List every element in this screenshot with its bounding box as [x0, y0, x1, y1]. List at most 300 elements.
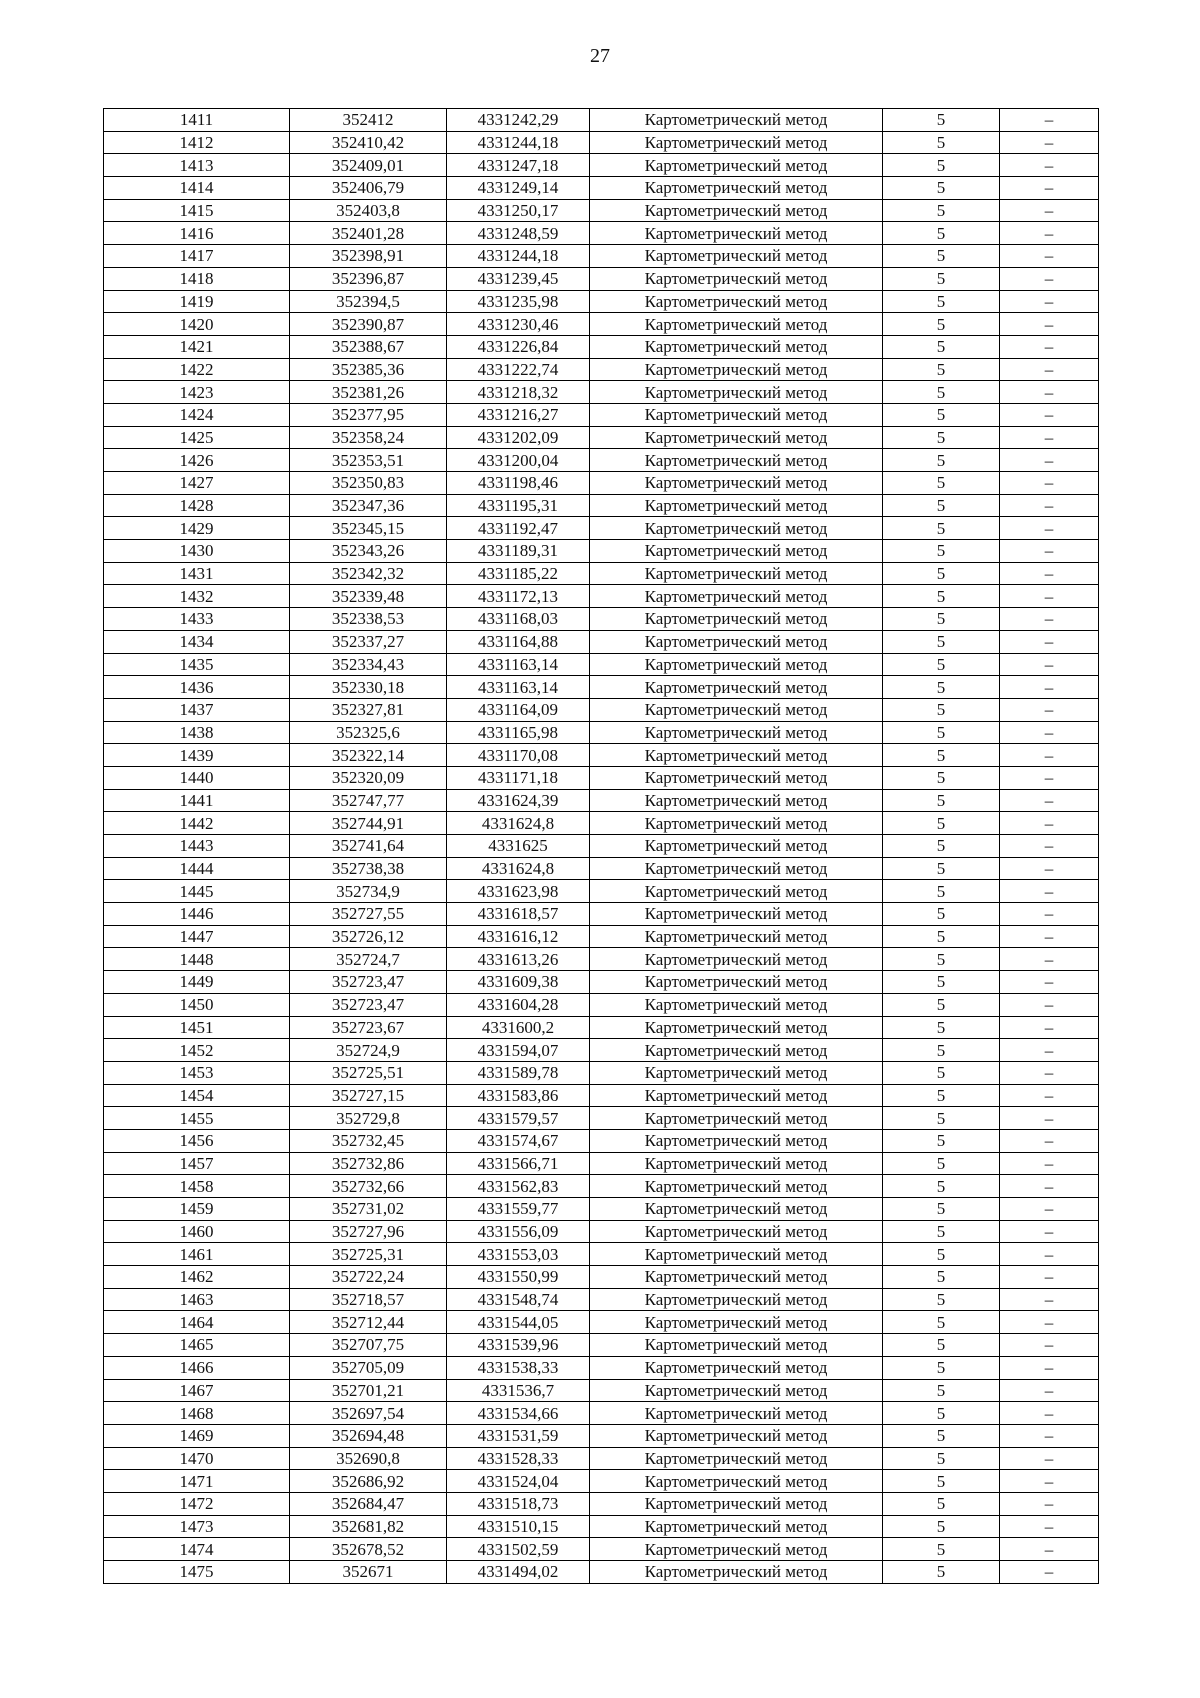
x-coordinate-cell: 352388,67 [290, 335, 447, 358]
accuracy-cell: 5 [883, 630, 1000, 653]
table-row [104, 472, 1099, 495]
accuracy-cell: 5 [883, 1334, 1000, 1357]
point-number-cell: 1472 [104, 1492, 290, 1515]
note-cell: – [1000, 608, 1099, 631]
y-coordinate-cell: 4331536,7 [447, 1379, 590, 1402]
x-coordinate-cell: 352726,12 [290, 925, 447, 948]
x-coordinate-cell: 352350,83 [290, 472, 447, 495]
x-coordinate-cell: 352712,44 [290, 1311, 447, 1334]
table-row [104, 1288, 1099, 1311]
accuracy-cell: 5 [883, 948, 1000, 971]
note-cell: – [1000, 585, 1099, 608]
point-number-cell: 1456 [104, 1129, 290, 1152]
x-coordinate-cell: 352724,9 [290, 1039, 447, 1062]
table-row [104, 245, 1099, 268]
table-row [104, 948, 1099, 971]
note-cell: – [1000, 698, 1099, 721]
y-coordinate-cell: 4331539,96 [447, 1334, 590, 1357]
point-number-cell: 1419 [104, 290, 290, 313]
table-row [104, 1379, 1099, 1402]
note-cell: – [1000, 857, 1099, 880]
x-coordinate-cell: 352358,24 [290, 426, 447, 449]
note-cell: – [1000, 381, 1099, 404]
table-row [104, 177, 1099, 200]
note-cell: – [1000, 494, 1099, 517]
y-coordinate-cell: 4331249,14 [447, 177, 590, 200]
method-cell: Картометрический метод [590, 426, 883, 449]
note-cell: – [1000, 562, 1099, 585]
y-coordinate-cell: 4331625 [447, 835, 590, 858]
method-cell: Картометрический метод [590, 1266, 883, 1289]
table-row [104, 630, 1099, 653]
note-cell: – [1000, 1470, 1099, 1493]
table-row [104, 880, 1099, 903]
y-coordinate-cell: 4331185,22 [447, 562, 590, 585]
point-number-cell: 1423 [104, 381, 290, 404]
note-cell: – [1000, 835, 1099, 858]
table-row [104, 653, 1099, 676]
method-cell: Картометрический метод [590, 449, 883, 472]
x-coordinate-cell: 352347,36 [290, 494, 447, 517]
point-number-cell: 1426 [104, 449, 290, 472]
note-cell: – [1000, 517, 1099, 540]
accuracy-cell: 5 [883, 335, 1000, 358]
method-cell: Картометрический метод [590, 721, 883, 744]
table-row [104, 744, 1099, 767]
y-coordinate-cell: 4331518,73 [447, 1492, 590, 1515]
table-row [104, 766, 1099, 789]
note-cell: – [1000, 1288, 1099, 1311]
x-coordinate-cell: 352723,67 [290, 1016, 447, 1039]
table-row [104, 540, 1099, 563]
x-coordinate-cell: 352681,82 [290, 1515, 447, 1538]
y-coordinate-cell: 4331510,15 [447, 1515, 590, 1538]
method-cell: Картометрический метод [590, 562, 883, 585]
y-coordinate-cell: 4331198,46 [447, 472, 590, 495]
note-cell: – [1000, 245, 1099, 268]
x-coordinate-cell: 352690,8 [290, 1447, 447, 1470]
point-number-cell: 1460 [104, 1220, 290, 1243]
y-coordinate-cell: 4331624,8 [447, 812, 590, 835]
table-row [104, 1039, 1099, 1062]
table-row [104, 676, 1099, 699]
point-number-cell: 1465 [104, 1334, 290, 1357]
accuracy-cell: 5 [883, 1424, 1000, 1447]
accuracy-cell: 5 [883, 1084, 1000, 1107]
point-number-cell: 1446 [104, 903, 290, 926]
method-cell: Картометрический метод [590, 630, 883, 653]
note-cell: – [1000, 540, 1099, 563]
note-cell: – [1000, 290, 1099, 313]
x-coordinate-cell: 352334,43 [290, 653, 447, 676]
x-coordinate-cell: 352731,02 [290, 1198, 447, 1221]
note-cell: – [1000, 449, 1099, 472]
note-cell: – [1000, 1492, 1099, 1515]
x-coordinate-cell: 352744,91 [290, 812, 447, 835]
note-cell: – [1000, 1447, 1099, 1470]
method-cell: Картометрический метод [590, 653, 883, 676]
y-coordinate-cell: 4331235,98 [447, 290, 590, 313]
point-number-cell: 1452 [104, 1039, 290, 1062]
accuracy-cell: 5 [883, 381, 1000, 404]
x-coordinate-cell: 352729,8 [290, 1107, 447, 1130]
x-coordinate-cell: 352398,91 [290, 245, 447, 268]
point-number-cell: 1436 [104, 676, 290, 699]
x-coordinate-cell: 352325,6 [290, 721, 447, 744]
note-cell: – [1000, 1515, 1099, 1538]
accuracy-cell: 5 [883, 472, 1000, 495]
method-cell: Картометрический метод [590, 1288, 883, 1311]
y-coordinate-cell: 4331600,2 [447, 1016, 590, 1039]
accuracy-cell: 5 [883, 1492, 1000, 1515]
table-row [104, 812, 1099, 835]
x-coordinate-cell: 352725,51 [290, 1061, 447, 1084]
method-cell: Картометрический метод [590, 744, 883, 767]
note-cell: – [1000, 1198, 1099, 1221]
y-coordinate-cell: 4331538,33 [447, 1356, 590, 1379]
x-coordinate-cell: 352410,42 [290, 131, 447, 154]
method-cell: Картометрический метод [590, 494, 883, 517]
note-cell: – [1000, 109, 1099, 132]
y-coordinate-cell: 4331164,88 [447, 630, 590, 653]
x-coordinate-cell: 352327,81 [290, 698, 447, 721]
note-cell: – [1000, 358, 1099, 381]
method-cell: Картометрический метод [590, 1334, 883, 1357]
accuracy-cell: 5 [883, 1470, 1000, 1493]
note-cell: – [1000, 744, 1099, 767]
x-coordinate-cell: 352338,53 [290, 608, 447, 631]
point-number-cell: 1438 [104, 721, 290, 744]
x-coordinate-cell: 352671 [290, 1561, 447, 1584]
accuracy-cell: 5 [883, 1356, 1000, 1379]
accuracy-cell: 5 [883, 177, 1000, 200]
table-row [104, 1016, 1099, 1039]
table-row [104, 1266, 1099, 1289]
note-cell: – [1000, 1402, 1099, 1425]
method-cell: Картометрический метод [590, 335, 883, 358]
note-cell: – [1000, 903, 1099, 926]
table-row [104, 562, 1099, 585]
accuracy-cell: 5 [883, 1039, 1000, 1062]
method-cell: Картометрический метод [590, 857, 883, 880]
note-cell: – [1000, 1311, 1099, 1334]
method-cell: Картометрический метод [590, 540, 883, 563]
note-cell: – [1000, 948, 1099, 971]
y-coordinate-cell: 4331230,46 [447, 313, 590, 336]
accuracy-cell: 5 [883, 267, 1000, 290]
point-number-cell: 1424 [104, 403, 290, 426]
accuracy-cell: 5 [883, 835, 1000, 858]
method-cell: Картометрический метод [590, 1538, 883, 1561]
method-cell: Картометрический метод [590, 267, 883, 290]
point-number-cell: 1463 [104, 1288, 290, 1311]
accuracy-cell: 5 [883, 698, 1000, 721]
y-coordinate-cell: 4331531,59 [447, 1424, 590, 1447]
note-cell: – [1000, 676, 1099, 699]
coordinates-table-body [104, 109, 1099, 1584]
point-number-cell: 1444 [104, 857, 290, 880]
table-row [104, 1175, 1099, 1198]
x-coordinate-cell: 352353,51 [290, 449, 447, 472]
note-cell: – [1000, 1152, 1099, 1175]
method-cell: Картометрический метод [590, 381, 883, 404]
accuracy-cell: 5 [883, 585, 1000, 608]
accuracy-cell: 5 [883, 676, 1000, 699]
point-number-cell: 1443 [104, 835, 290, 858]
x-coordinate-cell: 352734,9 [290, 880, 447, 903]
accuracy-cell: 5 [883, 1175, 1000, 1198]
x-coordinate-cell: 352343,26 [290, 540, 447, 563]
table-row [104, 381, 1099, 404]
table-row [104, 835, 1099, 858]
point-number-cell: 1416 [104, 222, 290, 245]
y-coordinate-cell: 4331216,27 [447, 403, 590, 426]
method-cell: Картометрический метод [590, 245, 883, 268]
point-number-cell: 1455 [104, 1107, 290, 1130]
y-coordinate-cell: 4331218,32 [447, 381, 590, 404]
x-coordinate-cell: 352705,09 [290, 1356, 447, 1379]
x-coordinate-cell: 352727,55 [290, 903, 447, 926]
table-row [104, 222, 1099, 245]
point-number-cell: 1434 [104, 630, 290, 653]
note-cell: – [1000, 267, 1099, 290]
table-row [104, 608, 1099, 631]
point-number-cell: 1420 [104, 313, 290, 336]
x-coordinate-cell: 352701,21 [290, 1379, 447, 1402]
note-cell: – [1000, 403, 1099, 426]
accuracy-cell: 5 [883, 109, 1000, 132]
table-row [104, 789, 1099, 812]
y-coordinate-cell: 4331202,09 [447, 426, 590, 449]
table-row [104, 1084, 1099, 1107]
method-cell: Картометрический метод [590, 109, 883, 132]
y-coordinate-cell: 4331589,78 [447, 1061, 590, 1084]
point-number-cell: 1468 [104, 1402, 290, 1425]
note-cell: – [1000, 1334, 1099, 1357]
note-cell: – [1000, 335, 1099, 358]
accuracy-cell: 5 [883, 971, 1000, 994]
note-cell: – [1000, 789, 1099, 812]
point-number-cell: 1413 [104, 154, 290, 177]
table-row [104, 199, 1099, 222]
accuracy-cell: 5 [883, 131, 1000, 154]
x-coordinate-cell: 352330,18 [290, 676, 447, 699]
x-coordinate-cell: 352741,64 [290, 835, 447, 858]
y-coordinate-cell: 4331170,08 [447, 744, 590, 767]
x-coordinate-cell: 352337,27 [290, 630, 447, 653]
accuracy-cell: 5 [883, 653, 1000, 676]
y-coordinate-cell: 4331562,83 [447, 1175, 590, 1198]
point-number-cell: 1431 [104, 562, 290, 585]
method-cell: Картометрический метод [590, 1561, 883, 1584]
method-cell: Картометрический метод [590, 1243, 883, 1266]
method-cell: Картометрический метод [590, 1424, 883, 1447]
accuracy-cell: 5 [883, 494, 1000, 517]
table-row [104, 1447, 1099, 1470]
method-cell: Картометрический метод [590, 1198, 883, 1221]
point-number-cell: 1417 [104, 245, 290, 268]
note-cell: – [1000, 630, 1099, 653]
table-row [104, 1356, 1099, 1379]
note-cell: – [1000, 1107, 1099, 1130]
note-cell: – [1000, 993, 1099, 1016]
method-cell: Картометрический метод [590, 1515, 883, 1538]
method-cell: Картометрический метод [590, 1379, 883, 1402]
table-row [104, 403, 1099, 426]
note-cell: – [1000, 1084, 1099, 1107]
method-cell: Картометрический метод [590, 1470, 883, 1493]
y-coordinate-cell: 4331195,31 [447, 494, 590, 517]
accuracy-cell: 5 [883, 1220, 1000, 1243]
point-number-cell: 1469 [104, 1424, 290, 1447]
y-coordinate-cell: 4331200,04 [447, 449, 590, 472]
table-row [104, 494, 1099, 517]
accuracy-cell: 5 [883, 1288, 1000, 1311]
x-coordinate-cell: 352723,47 [290, 971, 447, 994]
table-row [104, 1243, 1099, 1266]
x-coordinate-cell: 352718,57 [290, 1288, 447, 1311]
accuracy-cell: 5 [883, 1107, 1000, 1130]
note-cell: – [1000, 1243, 1099, 1266]
x-coordinate-cell: 352394,5 [290, 290, 447, 313]
x-coordinate-cell: 352694,48 [290, 1424, 447, 1447]
y-coordinate-cell: 4331528,33 [447, 1447, 590, 1470]
y-coordinate-cell: 4331239,45 [447, 267, 590, 290]
method-cell: Картометрический метод [590, 199, 883, 222]
point-number-cell: 1425 [104, 426, 290, 449]
table-row [104, 698, 1099, 721]
accuracy-cell: 5 [883, 1515, 1000, 1538]
table-row [104, 1538, 1099, 1561]
note-cell: – [1000, 1379, 1099, 1402]
x-coordinate-cell: 352727,96 [290, 1220, 447, 1243]
accuracy-cell: 5 [883, 1152, 1000, 1175]
method-cell: Картометрический метод [590, 313, 883, 336]
accuracy-cell: 5 [883, 721, 1000, 744]
note-cell: – [1000, 1039, 1099, 1062]
accuracy-cell: 5 [883, 245, 1000, 268]
y-coordinate-cell: 4331494,02 [447, 1561, 590, 1584]
accuracy-cell: 5 [883, 449, 1000, 472]
x-coordinate-cell: 352345,15 [290, 517, 447, 540]
table-row [104, 154, 1099, 177]
method-cell: Картометрический метод [590, 812, 883, 835]
x-coordinate-cell: 352732,45 [290, 1129, 447, 1152]
accuracy-cell: 5 [883, 1538, 1000, 1561]
x-coordinate-cell: 352686,92 [290, 1470, 447, 1493]
x-coordinate-cell: 352697,54 [290, 1402, 447, 1425]
method-cell: Картометрический метод [590, 1492, 883, 1515]
y-coordinate-cell: 4331594,07 [447, 1039, 590, 1062]
point-number-cell: 1429 [104, 517, 290, 540]
accuracy-cell: 5 [883, 1129, 1000, 1152]
table-row [104, 517, 1099, 540]
table-row [104, 971, 1099, 994]
note-cell: – [1000, 426, 1099, 449]
x-coordinate-cell: 352390,87 [290, 313, 447, 336]
x-coordinate-cell: 352732,86 [290, 1152, 447, 1175]
table-row [104, 290, 1099, 313]
note-cell: – [1000, 222, 1099, 245]
x-coordinate-cell: 352322,14 [290, 744, 447, 767]
method-cell: Картометрический метод [590, 1061, 883, 1084]
note-cell: – [1000, 1538, 1099, 1561]
point-number-cell: 1440 [104, 766, 290, 789]
y-coordinate-cell: 4331244,18 [447, 131, 590, 154]
accuracy-cell: 5 [883, 1447, 1000, 1470]
note-cell: – [1000, 1016, 1099, 1039]
y-coordinate-cell: 4331163,14 [447, 653, 590, 676]
accuracy-cell: 5 [883, 517, 1000, 540]
note-cell: – [1000, 880, 1099, 903]
x-coordinate-cell: 352339,48 [290, 585, 447, 608]
point-number-cell: 1411 [104, 109, 290, 132]
note-cell: – [1000, 131, 1099, 154]
point-number-cell: 1450 [104, 993, 290, 1016]
point-number-cell: 1414 [104, 177, 290, 200]
note-cell: – [1000, 1356, 1099, 1379]
x-coordinate-cell: 352396,87 [290, 267, 447, 290]
method-cell: Картометрический метод [590, 608, 883, 631]
x-coordinate-cell: 352409,01 [290, 154, 447, 177]
table-row [104, 925, 1099, 948]
y-coordinate-cell: 4331574,67 [447, 1129, 590, 1152]
note-cell: – [1000, 766, 1099, 789]
point-number-cell: 1470 [104, 1447, 290, 1470]
table-row [104, 585, 1099, 608]
method-cell: Картометрический метод [590, 1084, 883, 1107]
point-number-cell: 1435 [104, 653, 290, 676]
note-cell: – [1000, 313, 1099, 336]
accuracy-cell: 5 [883, 358, 1000, 381]
note-cell: – [1000, 1266, 1099, 1289]
point-number-cell: 1475 [104, 1561, 290, 1584]
point-number-cell: 1432 [104, 585, 290, 608]
x-coordinate-cell: 352725,31 [290, 1243, 447, 1266]
method-cell: Картометрический метод [590, 925, 883, 948]
table-row [104, 1129, 1099, 1152]
method-cell: Картометрический метод [590, 1220, 883, 1243]
x-coordinate-cell: 352724,7 [290, 948, 447, 971]
accuracy-cell: 5 [883, 426, 1000, 449]
accuracy-cell: 5 [883, 766, 1000, 789]
note-cell: – [1000, 199, 1099, 222]
coordinates-table [103, 108, 1099, 1584]
y-coordinate-cell: 4331609,38 [447, 971, 590, 994]
point-number-cell: 1462 [104, 1266, 290, 1289]
x-coordinate-cell: 352727,15 [290, 1084, 447, 1107]
accuracy-cell: 5 [883, 199, 1000, 222]
point-number-cell: 1433 [104, 608, 290, 631]
y-coordinate-cell: 4331242,29 [447, 109, 590, 132]
method-cell: Картометрический метод [590, 154, 883, 177]
y-coordinate-cell: 4331168,03 [447, 608, 590, 631]
x-coordinate-cell: 352403,8 [290, 199, 447, 222]
accuracy-cell: 5 [883, 993, 1000, 1016]
method-cell: Картометрический метод [590, 903, 883, 926]
x-coordinate-cell: 352342,32 [290, 562, 447, 585]
y-coordinate-cell: 4331624,39 [447, 789, 590, 812]
y-coordinate-cell: 4331604,28 [447, 993, 590, 1016]
point-number-cell: 1437 [104, 698, 290, 721]
accuracy-cell: 5 [883, 608, 1000, 631]
table-row [104, 1334, 1099, 1357]
x-coordinate-cell: 352747,77 [290, 789, 447, 812]
table-row [104, 1402, 1099, 1425]
y-coordinate-cell: 4331164,09 [447, 698, 590, 721]
y-coordinate-cell: 4331618,57 [447, 903, 590, 926]
method-cell: Картометрический метод [590, 403, 883, 426]
